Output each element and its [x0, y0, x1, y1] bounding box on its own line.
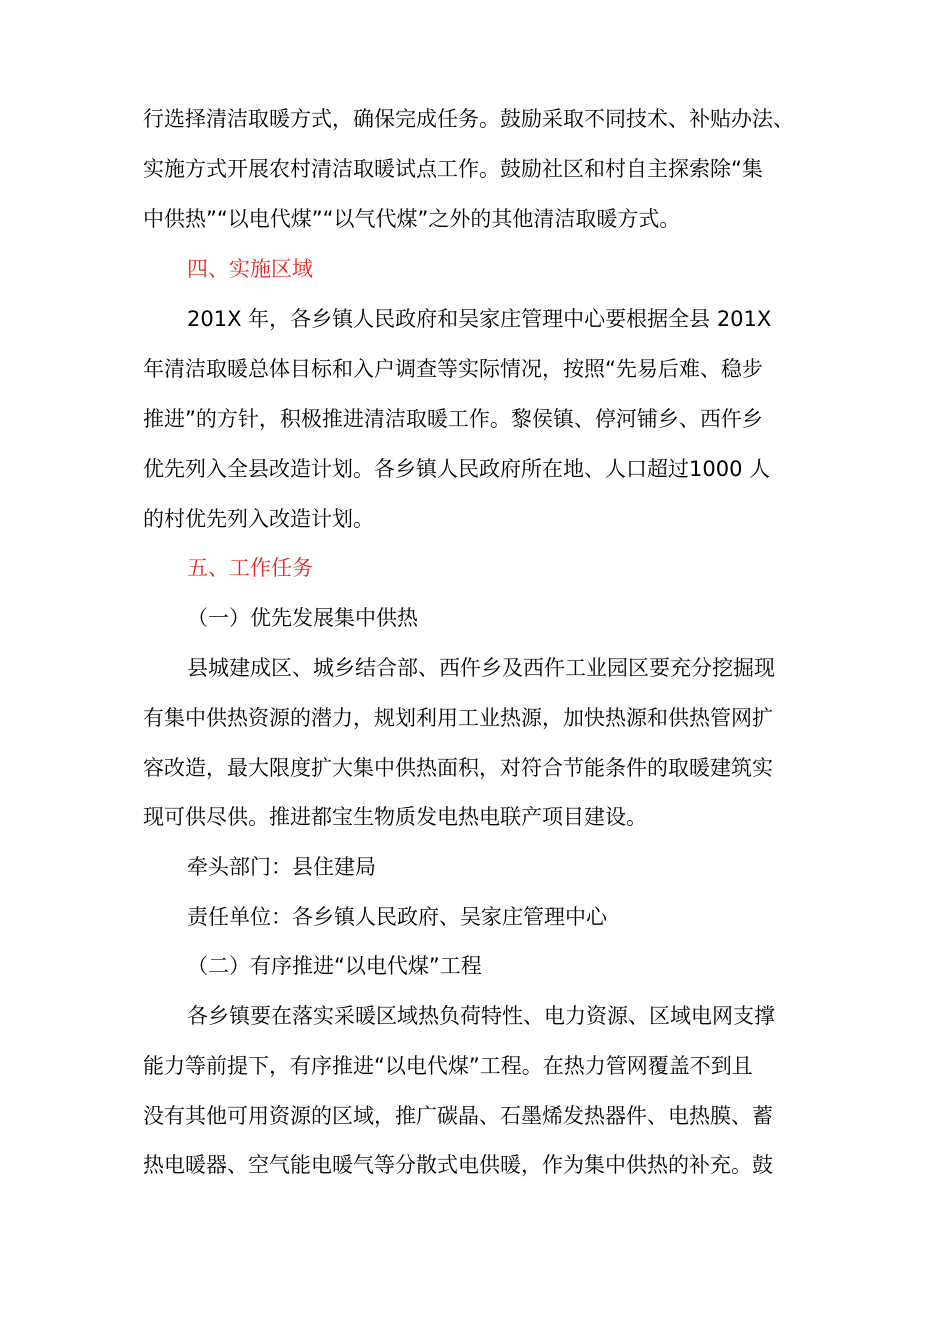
paragraph-line: 优先列入全县改造计划。各乡镇人民政府所在地、人口超过1000 人 — [143, 457, 771, 481]
paragraph-line: 热电暖器、空气能电暖气等分散式电供暖，作为集中供热的补充。鼓 — [143, 1153, 773, 1177]
paragraph-line: 实施方式开展农村清洁取暖试点工作。鼓励社区和村自主探索除“集 — [143, 157, 763, 181]
paragraph-line: 推进”的方针，积极推进清洁取暖工作。黎侯镇、停河铺乡、西仵乡 — [143, 407, 763, 431]
lead-department-line: 牵头部门：县住建局 — [187, 855, 376, 879]
paragraph-line: 有集中供热资源的潜力，规划利用工业热源，加快热源和供热管网扩 — [143, 706, 773, 730]
paragraph-line: 能力等前提下，有序推进“以电代煤”工程。在热力管网覆盖不到且 — [143, 1054, 753, 1078]
section-heading: 四、实施区域 — [187, 257, 313, 281]
section-heading: 五、工作任务 — [187, 556, 313, 580]
paragraph-line: 没有其他可用资源的区域，推广碳晶、石墨烯发热器件、电热膜、蓄 — [143, 1104, 773, 1128]
paragraph-line: 现可供尽供。推进都宝生物质发电热电联产项目建设。 — [143, 805, 647, 829]
paragraph-line: 行选择清洁取暖方式，确保完成任务。鼓励采取不同技术、补贴办法、 — [143, 107, 794, 131]
paragraph-line: 中供热”“以电代煤”“以气代煤”之外的其他清洁取暖方式。 — [143, 207, 681, 231]
subsection-heading: （一）优先发展集中供热 — [187, 606, 418, 630]
paragraph-line: 容改造，最大限度扩大集中供热面积，对符合节能条件的取暖建筑实 — [143, 756, 773, 780]
paragraph-line: 年清洁取暖总体目标和入户调查等实际情况，按照“先易后难、稳步 — [143, 357, 763, 381]
paragraph-line: 县城建成区、城乡结合部、西仵乡及西仵工业园区要充分挖掘现 — [187, 656, 775, 680]
paragraph-line: 各乡镇要在落实采暖区域热负荷特性、电力资源、区域电网支撑 — [187, 1004, 775, 1028]
subsection-heading: （二）有序推进“以电代煤”工程 — [187, 954, 482, 978]
paragraph-line: 的村优先列入改造计划。 — [143, 507, 374, 531]
paragraph-line: 201X 年，各乡镇人民政府和吴家庄管理中心要根据全县 201X — [187, 307, 772, 331]
responsible-unit-line: 责任单位：各乡镇人民政府、吴家庄管理中心 — [187, 905, 607, 929]
